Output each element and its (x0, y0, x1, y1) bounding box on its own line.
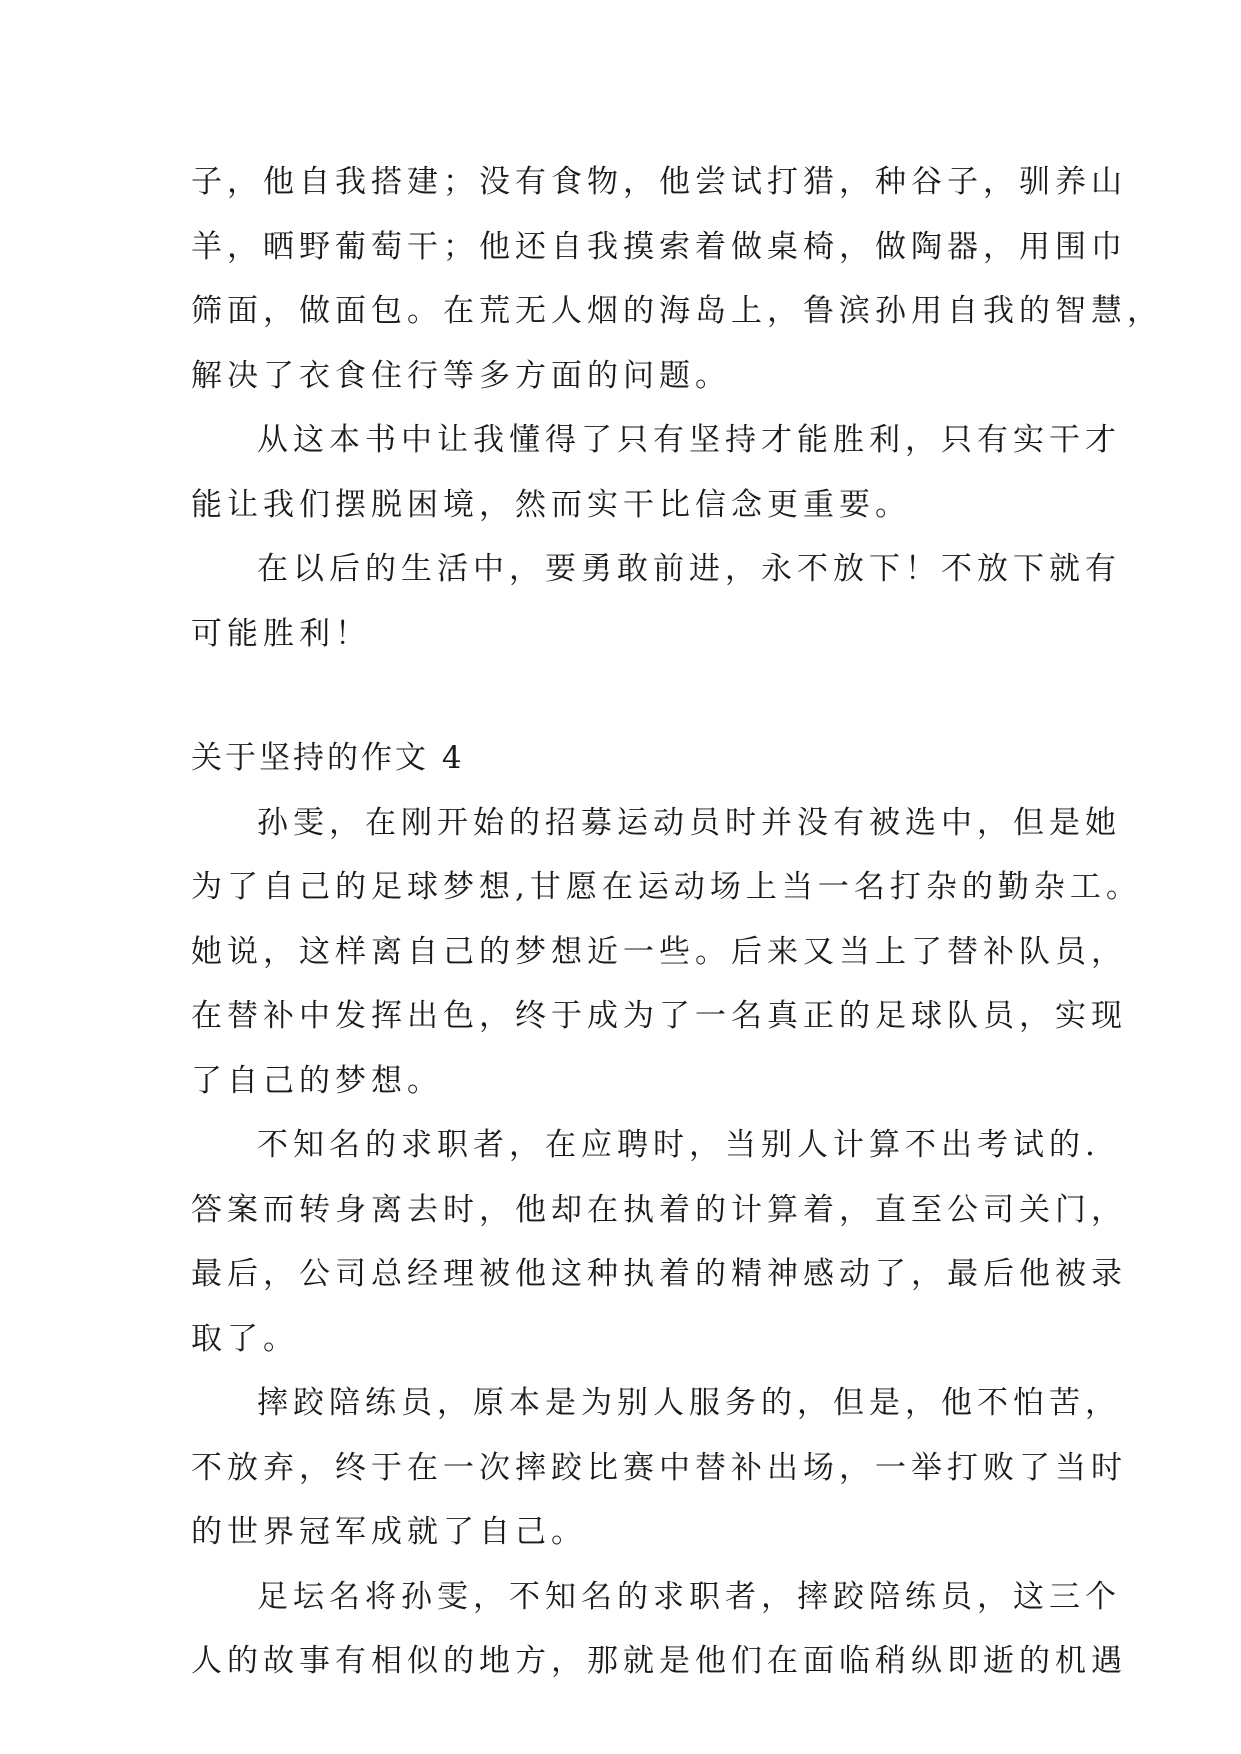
text-line: 足坛名将孙雯，不知名的求职者，摔跤陪练员，这三个 (257, 1578, 1121, 1615)
text-line: 的世界冠军成就了自己。 (191, 1514, 587, 1550)
text-line: 筛面，做面包。在荒无人烟的海岛上，鲁滨孙用自我的智慧， (191, 293, 1163, 329)
text-line: 她说，这样离自己的梦想近一些。后来又当上了替补队员， (191, 933, 1127, 970)
text-line: 在替补中发挥出色，终于成为了一名真正的足球队员，实现 (191, 998, 1127, 1034)
text-line: 不知名的求职者，在应聘时，当别人计算不出考试的. (257, 1127, 1100, 1163)
text-line: 摔跤陪练员，原本是为别人服务的，但是，他不怕苦， (257, 1385, 1121, 1421)
text-line: 不放弃，终于在一次摔跤比赛中替补出场，一举打败了当时 (191, 1449, 1127, 1486)
paragraph (191, 537, 1121, 666)
text-line: 为了自己的足球梦想,甘愿在运动场上当一名打杂的勤杂工。 (191, 869, 1142, 905)
document-body (191, 150, 1163, 1694)
text-line: 孙雯，在刚开始的招募运动员时并没有被选中，但是她 (257, 804, 1121, 841)
paragraph (191, 1113, 1127, 1371)
text-line: 解决了衣食住行等多方面的问题。 (191, 357, 731, 394)
text-line: 羊，晒野葡萄干；他还自我摸索着做桌椅，做陶器，用围巾 (191, 228, 1127, 265)
text-line: 最后，公司总经理被他这种执着的精神感动了，最后他被录 (191, 1256, 1127, 1292)
paragraph (191, 1565, 1127, 1694)
text-line: 可能胜利！ (191, 615, 371, 652)
text-line: 取了。 (191, 1320, 299, 1357)
paragraph (191, 150, 1163, 408)
section-spacer (191, 666, 1061, 726)
text-line: 人的故事有相似的地方，那就是他们在面临稍纵即逝的机遇 (191, 1643, 1127, 1679)
text-line: 从这本书中让我懂得了只有坚持才能胜利，只有实干才 (257, 422, 1121, 458)
paragraph (191, 408, 1121, 537)
text-line: 能让我们摆脱困境，然而实干比信念更重要。 (191, 486, 911, 523)
text-line: 子，他自我搭建；没有食物，他尝试打猎，种谷子，驯养山 (191, 164, 1127, 200)
paragraph (191, 791, 1142, 1114)
text-line: 了自己的梦想。 (191, 1062, 443, 1099)
text-line: 答案而转身离去时，他却在执着的计算着，直至公司关门， (191, 1191, 1127, 1228)
paragraph (191, 1371, 1127, 1565)
text-line: 在以后的生活中，要勇敢前进，永不放下！不放下就有 (257, 551, 1121, 587)
section-heading: 关于坚持的作文 4 (191, 740, 465, 776)
